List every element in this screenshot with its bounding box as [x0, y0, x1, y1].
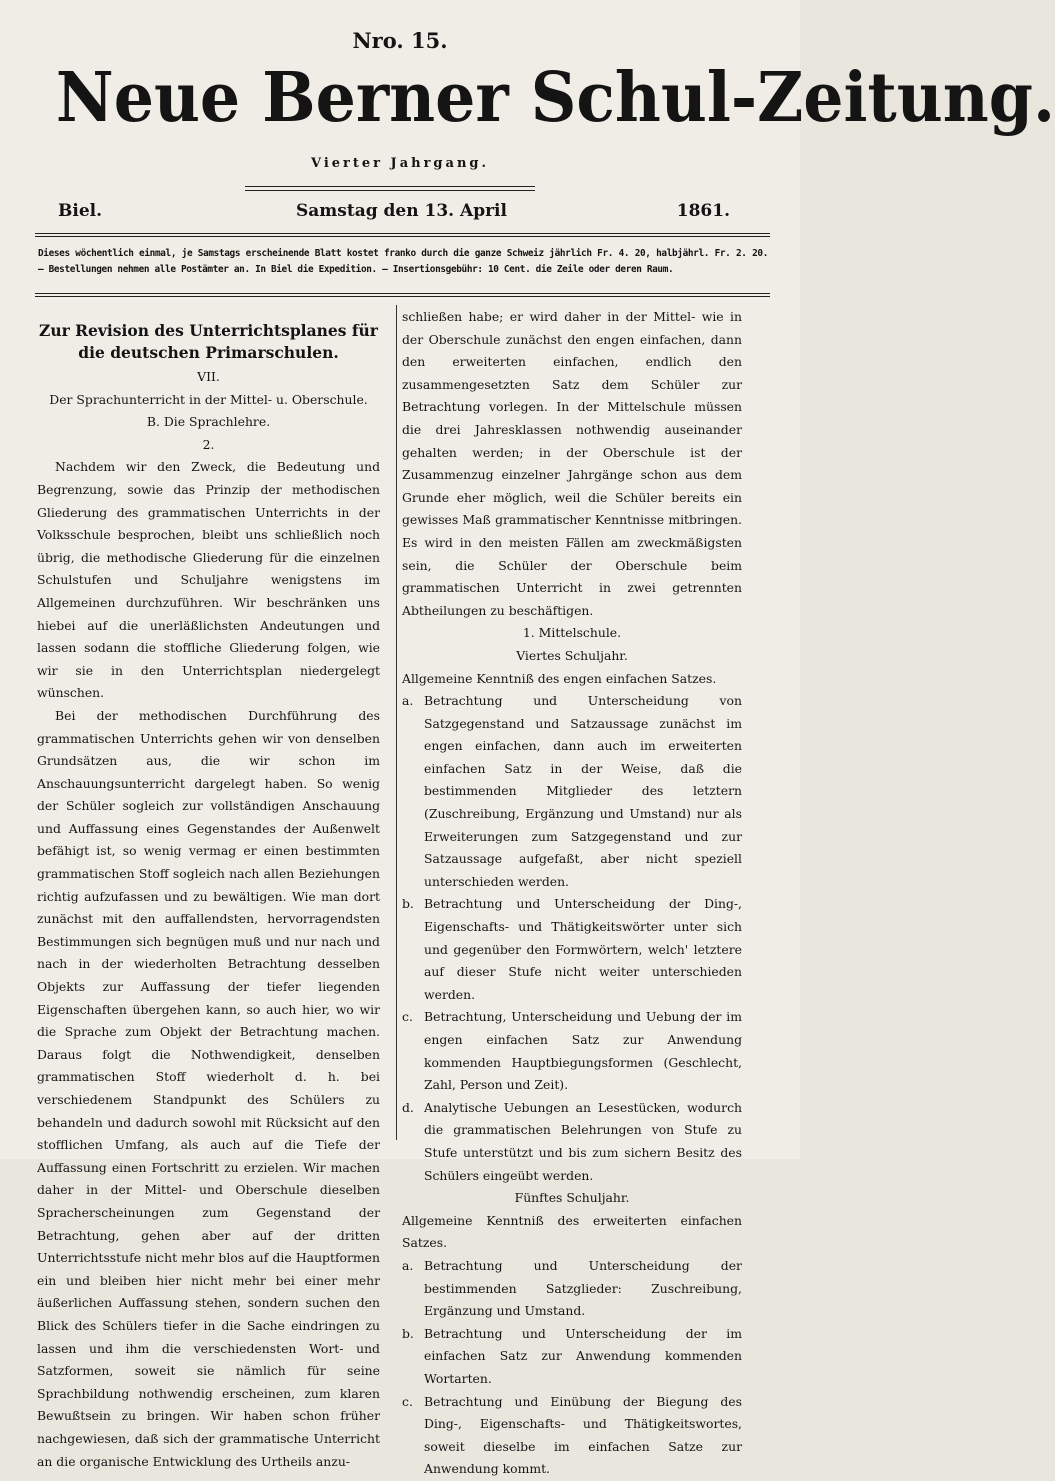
list-item [402, 1255, 742, 1323]
year5-topic: Allgemeine Kenntniß des erweiterten einfachen Satzes. [402, 1212, 742, 1251]
issue-number: Nro. 15. [352, 28, 448, 53]
article-part: VII. [197, 369, 220, 384]
subscription-notice: Dieses wöchentlich einmal, je Samstags erscheinende Blatt kostet franko durch die ganze Schweiz jährlich Fr. 4. 20, halbjährl. Fr. 2. 20. — Bestellungen nehmen alle Postämter an. In Biel die Expedition. — Insertionsgebühr: 10 Cent. die Zeile oder deren Raum. [38, 248, 768, 275]
left-column [37, 306, 380, 1473]
item-label: a. [402, 1257, 414, 1273]
year4-topic: Allgemeine Kenntniß des engen einfachen Satzes. [402, 670, 717, 686]
notice-rule-top [35, 233, 770, 234]
volume-subtitle: Vierter Jahrgang. [310, 156, 490, 171]
article-title: Zur Revision des Unterrichtsplanes für die deutschen Primarschulen. [39, 321, 378, 362]
item-label: a. [402, 693, 414, 709]
mittelschule-heading: 1. Mittelschule. [522, 625, 622, 641]
issue-year: 1861. [676, 201, 730, 221]
list-item [402, 893, 742, 1006]
column-divider [396, 305, 397, 1140]
item-label: c. [402, 1393, 413, 1409]
list-item [402, 1006, 742, 1096]
place: Biel. [58, 201, 103, 221]
paragraph: Bei der methodischen Durchführung des grammatischen Unterrichts gehen wir von denselben Grundsätzen aus, die wir schon im Anschauungsunterricht dargelegt haben. So wenig der Schüler sogleich zur vollständigen Anschauung und Auffassung eines Gegenstandes der Außenwelt befähigt ist, so wenig vermag er einen bestimmten grammatischen Stoff sogleich nach allen Beziehungen richtig aufzufassen und zu bewältigen. Wie man dort zunächst mit den auffallendsten, hervorragendsten Bestimmungen sich begnügen muß und nur nach und nach in der wiederholten Betrachtung desselben Objekts zur Auffassung der tiefer liegenden Eigenschaften übergehen kann, so auch hier, wo wir die Sprache zum Objekt der Betrachtung machen. Daraus folgt die Nothwendigkeit, denselben grammatischen Stoff wiederholt d. h. bei verschiedenem Standpunkt des Schülers zu behandeln und dadurch sowohl mit Rücksicht auf den stofflichen Umfang, als auch auf die Tiefe der Auffassung einen Fortschritt zu erzielen. Wir machen daher in der Mittel- und Oberschule dieselben Spracherscheinungen zum Gegenstand der Betrachtung, gehen aber auf der dritten Unterrichtsstufe nicht mehr blos auf die Hauptformen ein und bleiben hier nicht mehr bei einer mehr äußerlichen Auffassung stehen, sondern suchen den Blick des Schülers tiefer in die Sache eindringen zu lassen und ihm die verschiedensten Wort- und Satzformen, soweit sie nämlich für seine Sprachbildung nothwendig erscheinen, zum klaren Bewußtsein zu bringen. Wir haben schon früher nachgewiesen, daß sich der grammatische Unterricht an die organische Entwicklung des Urtheils anzu- [37, 707, 380, 1469]
item-label: b. [402, 1325, 414, 1341]
paragraph-continuation: schließen habe; er wird daher in der Mittel- wie in der Oberschule zunächst den engen einfachen, dann den erweiterten einfachen, endlich den zusammengesetzten Satz dem Schüler zur Betrachtung vorlegen. In der Mittelschule müssen die drei Jahresklassen nothwendig auseinander gehalten werden; in der Oberschule ist der Zusammenzug einzelner Jahrgänge schon aus dem Grunde eher möglich, weil die Schüler bereits ein gewisses Maß grammatischer Kenntnisse mitbringen. Es wird in den meisten Fällen am zweckmäßigsten sein, die Schüler der Oberschule beim grammatischen Unterricht in zwei getrennten Abtheilungen zu beschäftigen. [402, 309, 742, 618]
item-text: Betrachtung und Unterscheidung von Satzgegenstand und Satzaussage zunächst im engen einfachen, dann auch im erweiterten einfachen Satz in der Weise, daß die bestimmenden Mitglieder des letztern (Zuschreibung, Ergänzung und Umstand) nur als Erweiterungen zum Satzgegenstand und zur Satzaussage aufgefaßt, aber nicht speziell unterschieden werden. [424, 693, 742, 889]
notice-rule-bottom [35, 293, 770, 294]
year4-heading: Viertes Schuljahr. [516, 647, 628, 663]
dateline [58, 201, 730, 223]
article-heading: Der Sprachunterricht in der Mittel- u. Oberschule. [49, 391, 368, 407]
list-item [402, 1391, 742, 1481]
item-label: b. [402, 896, 414, 912]
notice-rule-bottom-2 [35, 296, 770, 297]
list-item [402, 1097, 742, 1187]
list-item [402, 1323, 742, 1391]
header-rule-top-2 [245, 190, 535, 191]
masthead-title: Neue Berner Schul-Zeitung. [55, 58, 1055, 138]
item-text: Analytische Uebungen an Lesestücken, wodurch die grammatischen Belehrungen von Stufe zu Stufe unterstützt und bis zum sichern Besitz des Schülers eingeübt werden. [424, 1099, 742, 1183]
section-heading: B. Die Sprachlehre. [146, 414, 271, 430]
issue-date: Samstag den 13. April [296, 201, 507, 221]
item-text: Betrachtung und Einübung der Biegung des Ding-, Eigenschafts- und Thätigkeitswortes, soweit dieselbe im einfachen Satze zur Anwendung kommt. [424, 1393, 742, 1477]
notice-rule-top-2 [35, 236, 770, 237]
item-text: Betrachtung und Unterscheidung der im einfachen Satz zur Anwendung kommenden Wortarten. [424, 1325, 742, 1386]
list-item [402, 690, 742, 893]
item-label: d. [402, 1099, 414, 1115]
subsection-number: 2. [202, 436, 215, 452]
item-text: Betrachtung und Unterscheidung der Ding-, Eigenschafts- und Thätigkeitswörter unter sich und gegenüber den Formwörtern, welch' letztere auf dieser Stufe nicht weiter unterschieden werden. [424, 896, 742, 1002]
item-text: Betrachtung und Unterscheidung der bestimmenden Satzglieder: Zuschreibung, Ergänzung und Umstand. [424, 1257, 742, 1319]
item-label: c. [402, 1009, 413, 1025]
header-rule-top [245, 186, 535, 187]
year5-heading: Fünftes Schuljahr. [514, 1190, 630, 1206]
paragraph: Nachdem wir den Zweck, die Bedeutung und Begrenzung, sowie das Prinzip der methodischen Gliederung des grammatischen Unterrichts in der Volksschule besprochen, bleibt uns schließlich noch übrig, die methodische Gliederung für die einzelnen Schulstufen und Schuljahre wenigstens im Allgemeinen durchzuführen. Wir beschränken uns hiebei auf die unerläßlichsten Andeutungen und lassen sodann die stoffliche Gliederung folgen, wie wir sie in den Unterrichtsplan niedergelegt wünschen. [37, 459, 380, 701]
item-text: Betrachtung, Unterscheidung und Uebung der im engen einfachen Satz zur Anwendung kommenden Hauptbiegungsformen (Geschlecht, Zahl, Person und Zeit). [424, 1009, 742, 1093]
right-column [402, 306, 742, 1481]
